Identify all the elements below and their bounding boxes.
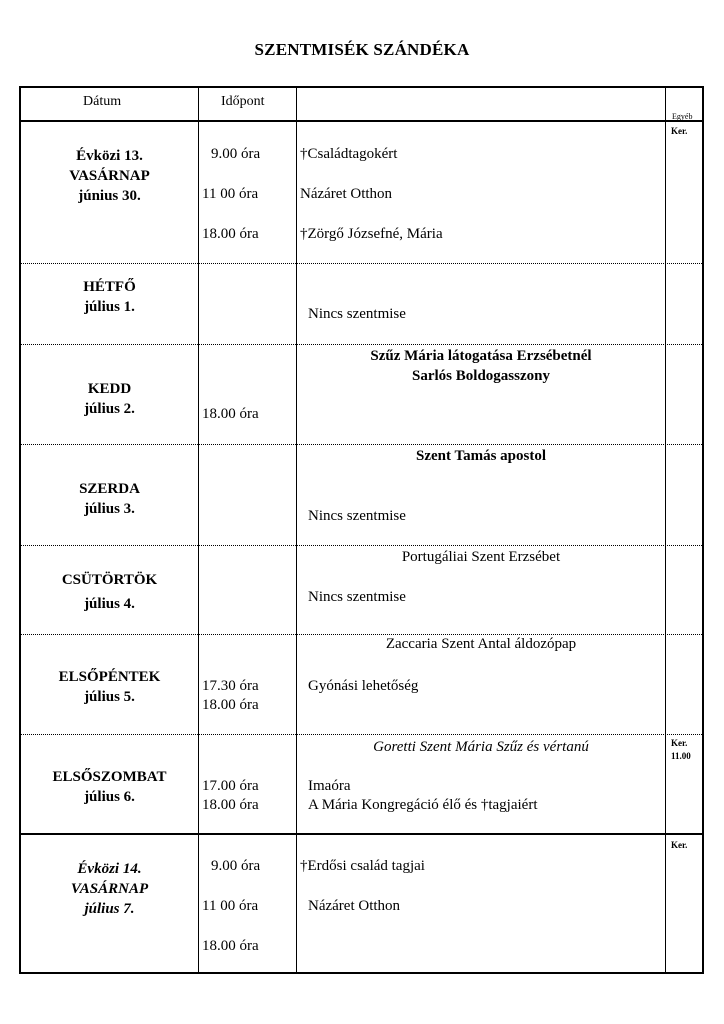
- row-feast: Szűz Mária látogatása Erzsébetnél: [370, 348, 592, 364]
- page-title: SZENTMISÉK SZÁNDÉKA: [254, 40, 470, 59]
- row-feast: Portugáliai Szent Erzsébet: [401, 549, 561, 565]
- row-time: 11 00 óra: [202, 186, 259, 202]
- row-date-line: július 6.: [84, 789, 135, 805]
- row-date-line: Évközi 13.: [76, 148, 143, 164]
- row-other: 11.00: [671, 751, 691, 761]
- row-date: [21, 667, 198, 707]
- row-time: 17.00 óra: [202, 778, 259, 794]
- row-date-line: július 1.: [84, 299, 135, 315]
- row-intention: Názáret Otthon: [300, 186, 393, 202]
- row-divider: [21, 344, 702, 345]
- row-other: Ker.: [671, 840, 688, 850]
- row-date-line: július 5.: [84, 689, 135, 705]
- row-intention: A Mária Kongregáció élő és †tagjaiért: [308, 797, 538, 813]
- row-date: [21, 570, 198, 614]
- header-other: Egyéb: [672, 112, 693, 121]
- row-divider: [21, 545, 702, 546]
- row-intention: †Családtagokért: [300, 146, 398, 162]
- row-divider: [21, 263, 702, 264]
- row-divider: [21, 734, 702, 735]
- row-time: 18.00 óra: [202, 226, 259, 242]
- row-date-line: július 3.: [84, 501, 135, 517]
- row-time: 11 00 óra: [202, 898, 259, 914]
- column-divider: [296, 88, 297, 972]
- row-date-line: KEDD: [87, 381, 132, 397]
- row-intention: †Zörgő Józsefné, Mária: [300, 226, 443, 242]
- row-intention: Nincs szentmise: [308, 589, 406, 605]
- header-date: Dátum: [83, 94, 122, 109]
- row-intention: Nincs szentmise: [308, 508, 406, 524]
- row-date-line: SZERDA: [79, 481, 140, 497]
- row-date: [21, 859, 198, 919]
- row-other: Ker.: [671, 738, 688, 748]
- row-date-line: ELSŐPÉNTEK: [58, 669, 161, 685]
- row-date-line: CSÜTÖRTÖK: [61, 572, 158, 588]
- row-feast: Sarlós Boldogasszony: [412, 368, 550, 384]
- mass-intentions-table: [19, 86, 704, 974]
- row-time: 9.00 óra: [211, 146, 261, 162]
- row-time: 18.00 óra: [202, 938, 259, 954]
- row-intention: Imaóra: [308, 778, 351, 794]
- header-divider: [21, 120, 702, 122]
- row-time: 18.00 óra: [202, 697, 259, 713]
- row-intention: Nincs szentmise: [308, 306, 406, 322]
- row-other: Ker.: [671, 126, 688, 136]
- row-intention: Gyónási lehetőség: [308, 678, 419, 694]
- row-date-line: július 2.: [84, 401, 135, 417]
- row-date-line: június 30.: [78, 188, 141, 204]
- row-intention: †Erdősi család tagjai: [300, 858, 425, 874]
- row-time: 18.00 óra: [202, 797, 259, 813]
- row-divider: [21, 833, 702, 835]
- row-time: 17.30 óra: [202, 678, 259, 694]
- row-date-line: július 4.: [84, 596, 135, 612]
- row-feast: Zaccaria Szent Antal áldozópap: [385, 636, 577, 652]
- row-divider: [21, 444, 702, 445]
- row-date: [21, 277, 198, 317]
- row-date-line: július 7.: [84, 901, 135, 917]
- row-date-line: ELSŐSZOMBAT: [52, 769, 167, 785]
- header-time: Időpont: [221, 94, 265, 109]
- row-feast: Szent Tamás apostol: [415, 448, 547, 464]
- row-feast: Goretti Szent Mária Szűz és vértanú: [373, 739, 589, 755]
- column-divider: [198, 88, 199, 972]
- row-date: [21, 767, 198, 807]
- row-date-line: VASÁRNAP: [70, 881, 149, 897]
- row-date: [21, 379, 198, 419]
- column-divider: [665, 88, 666, 972]
- row-time: 9.00 óra: [211, 858, 261, 874]
- row-date-line: VASÁRNAP: [69, 168, 150, 184]
- row-time: 18.00 óra: [202, 406, 259, 422]
- row-date: [21, 479, 198, 519]
- row-date-line: Évközi 14.: [77, 861, 142, 877]
- row-date-line: HÉTFŐ: [83, 279, 136, 295]
- row-date: [21, 146, 198, 206]
- row-intention: Názáret Otthon: [308, 898, 401, 914]
